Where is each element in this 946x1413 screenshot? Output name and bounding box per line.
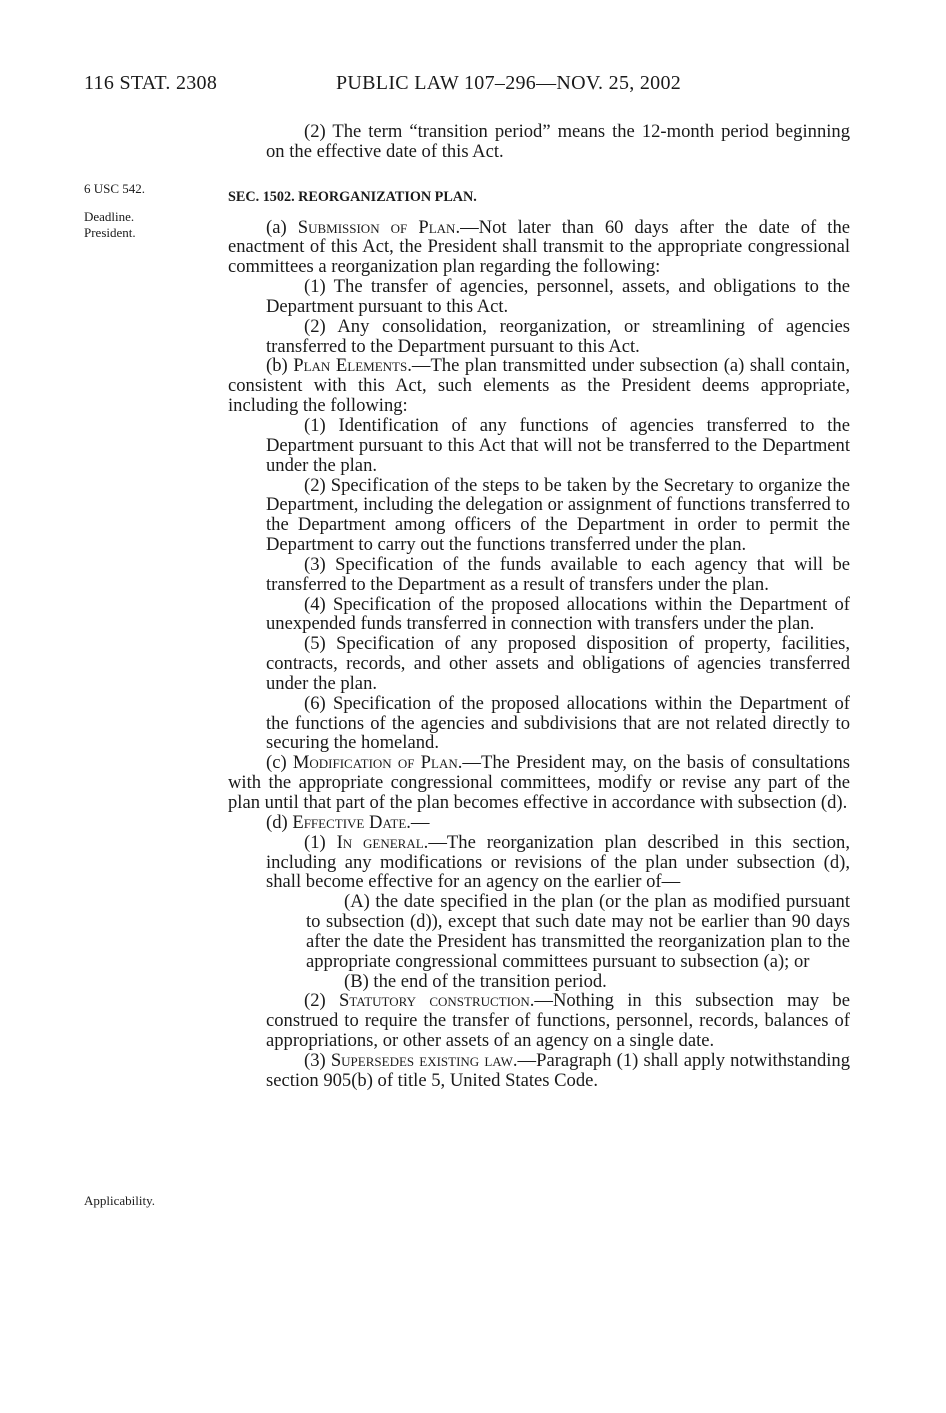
subsection-b-heading: Plan Elements	[293, 355, 408, 377]
subsection-c	[228, 753, 850, 813]
paragraph-d2	[228, 991, 850, 1051]
paragraph-b1: (1) Identification of any functions of agencies transferred to the Department pursuant to this Act that will not be transferred to the Department under the plan.	[266, 414, 850, 476]
paragraph-b4: (4) Specification of the proposed allocations within the Department of unexpended funds transferred in connection with transfers under the plan.	[266, 593, 850, 635]
paragraph-a1: (1) The transfer of agencies, personnel, assets, and obligations to the Department pursuant to this Act.	[266, 276, 850, 317]
section-heading: SEC. 1502. REORGANIZATION PLAN.	[228, 188, 477, 205]
subparagraph-d1a: (A) the date specified in the plan (or the plan as modified pursuant to subsection (d)), except that such date may not be earlier than 90 days after the date the President has transmitted the reorganization plan to the appropriate congressional committees pursuant to subsection (a); or	[306, 891, 850, 972]
subsection-c-heading: Modification of Plan	[292, 752, 458, 774]
paragraph-d2-heading: Statutory construction	[339, 990, 530, 1012]
paragraph-b3: (3) Specification of the funds available to each agency that will be transferred to the Department as a result of transfers under the plan.	[266, 553, 850, 595]
subsection-a-heading: Submission of Plan	[297, 216, 456, 238]
paragraph-b5: (5) Specification of any proposed disposition of property, facilities, contracts, records, and other assets and obligations of agencies transferred under the plan.	[266, 633, 850, 694]
paragraph-d1	[228, 833, 850, 893]
subsection-a-label: (a)	[266, 216, 298, 238]
paragraph-d3-heading: Supersedes existing law	[330, 1049, 513, 1071]
definition-paragraph: (2) The term “transition period” means the 12-month period beginning on the effective date of this Act.	[266, 121, 850, 162]
paragraph-d1-heading: In general	[336, 831, 424, 853]
subsection-c-text: .—The President may, on the basis of consultations with the appropriate congressional committees, modify or revise any part of the plan until that part of the plan becomes effective in accordance with subsection (d).	[228, 752, 850, 813]
subsection-d-heading: Effective Date	[292, 811, 407, 833]
paragraph-d3-text: .—Paragraph (1) shall apply notwithstanding section 905(b) of title 5, United States Code.	[266, 1049, 850, 1091]
subsection-b-label: (b)	[266, 355, 294, 377]
paragraph-a2: (2) Any consolidation, reorganization, or streamlining of agencies transferred to the Department pursuant to this Act.	[266, 315, 850, 357]
paragraph-d2-label: (2)	[304, 990, 340, 1012]
document-body	[228, 122, 850, 1091]
subparagraph-d1b: (B) the end of the transition period.	[344, 970, 607, 992]
paragraph-d3-label: (3)	[304, 1049, 331, 1071]
margin-note-deadline: Deadline.	[84, 209, 135, 224]
margin-note-usc: 6 USC 542.	[84, 181, 146, 196]
paragraph-d1-text: .—The reorganization plan described in this section, including any modifications or revisions of the plan under subsection (d), shall become effective for an agency on the earlier of—	[266, 831, 850, 893]
paragraph-b6: (6) Specification of the proposed allocations within the Department of the functions of the agencies and subdivisions that are not related directly to securing the homeland.	[266, 692, 850, 754]
margin-note-president: President.	[84, 225, 136, 240]
paragraph-d1-label: (1)	[304, 831, 337, 853]
subsection-d	[228, 813, 850, 833]
subsection-d-label: (d)	[266, 811, 293, 833]
subsection-b-text: .—The plan transmitted under subsection (a) shall contain, consistent with this Act, such elements as the President deems appropriate, including the following:	[228, 355, 850, 417]
page-reference: 116 STAT. 2308	[84, 72, 218, 94]
paragraph-b2: (2) Specification of the steps to be taken by the Secretary to organize the Department, including the delegation or assignment of functions transferred to the Department among officers of the Department in order to permit the Department to carry out the functions transferred under the plan.	[266, 474, 850, 556]
subsection-c-label: (c)	[266, 752, 293, 774]
paragraph-d2-text: .—Nothing in this subsection may be construed to require the transfer of functions, personnel, records, balances of appropriations, or other assets of an agency on a single date.	[266, 990, 850, 1052]
margin-note-applicability: Applicability.	[84, 1193, 156, 1208]
subsection-a	[228, 218, 850, 278]
subsection-a-text: .—Not later than 60 days after the date of the enactment of this Act, the President shall transmit to the appropriate congressional committees a reorganization plan regarding the following:	[228, 216, 850, 278]
subsection-d-text: .—	[406, 811, 430, 833]
paragraph-d3	[228, 1051, 850, 1091]
running-header-title: PUBLIC LAW 107–296—NOV. 25, 2002	[336, 72, 682, 94]
subsection-b	[228, 356, 850, 416]
